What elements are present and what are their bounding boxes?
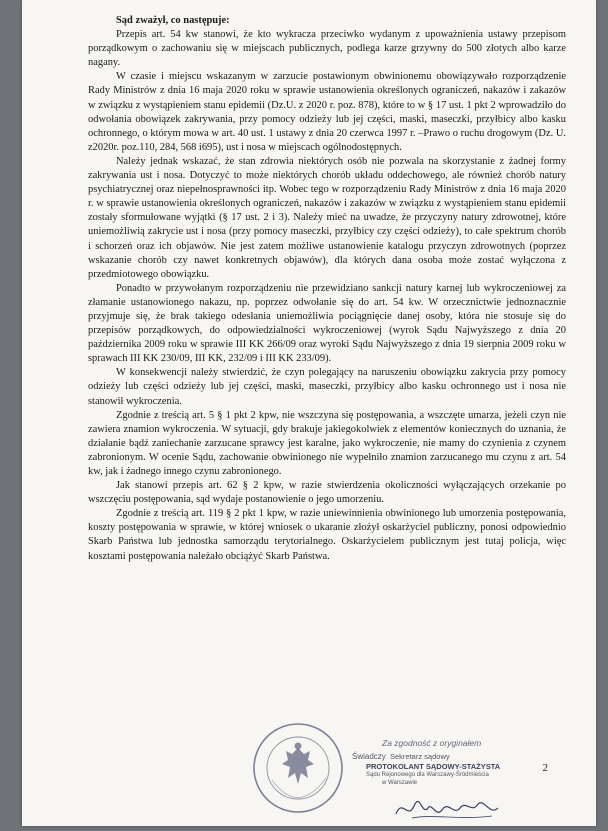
stamp-conformity-text: Za zgodność z oryginałem xyxy=(382,738,482,748)
document-body xyxy=(88,14,566,564)
paragraph-7: Jak stanowi przepis art. 62 § 2 kpw, w razie stwierdzenia okoliczności wyłączających orzekanie po wszczęciu postępowania, sąd wydaje postanowienie o jego umorzeniu. xyxy=(88,480,566,506)
paragraph-2: W czasie i miejscu wskazanym w zarzucie postawionym obwinionemu obowiązywało rozporządzenie Rady Ministrów z dnia 16 maja 2020 roku w sprawie ustanowienia określonych ograniczeń, nakazów i zakazów w związku z wystąpieniem stanu epidemii (Dz.U. z 2020 r. poz. 878), które to w § 17 ust. 1 pkt 2 wprowadziło do odwołania obowiązek zakrywania, przy pomocy odzieży lub jej części, maski, maseczki, przyłbicy albo kasku ochronnego, o którym mowa w art. 40 ust. 1 ustawy z dnia 20 czerwca 1997 r. –Prawo o ruchu drogowym (Dz. U. z2020r. poz.110, 284, 568 i695), ust i nosa w miejscach ogólnodostępnych. xyxy=(88,71,566,153)
paragraph-3: Należy jednak wskazać, że stan zdrowia niektórych osób nie pozwala na skorzystanie z żadnej formy zakrywania ust i nosa. Dotyczyć to może niektórych chorób układu oddechowego, ale również chorób natury psychiatrycznej oraz niepełnosprawności itp. Wobec tego w rozporządzeniu Rady Ministrów z dnia 16 maja 2020 r. w sprawie ustanowienia określonych ograniczeń, nakazów i zakazów w związku z wystąpieniem stanu epidemii zostały sformułowane wyjątki (§ 17 ust. 2 i 3). Należy mieć na uwadze, że przyczyny natury zdrowotnej, które uniemożliwią zakrycie ust i nosa (przy pomocy maseczki, przyłbicy czy części odzieży), to całe spektrum chorób i schorzeń oraz ich objawów. Nie jest zatem możliwe ustanowienie katalogu przyczyn zdrowotnych (poprzez wskazanie chorób czy nawet konkretnych objawów), dla których dana osoba może zostać wyłączona z przedmiotowego obowiązku. xyxy=(88,155,566,280)
stamp-role-line1: Sekretarz sądowy xyxy=(390,752,450,761)
paragraph-4: Ponadto w przywołanym rozporządzeniu nie przewidziano sankcji natury karnej lub wykroczeniowej za złamanie ustanowionego nakazu, np. poprzez odwołanie się do art. 54 kw. W orzecznictwie jednoznacznie przyjmuje się, że brak takiego odesłania uniemożliwia pociągnięcie danej osoby, która nie stosuje się do przepisów porządkowych, do odpowiedzialności wykroczeniowej (wyrok Sądu Najwyższego z dnia 20 października 2009 roku w sprawie III KK 266/09 oraz wyroki Sądu Najwyższego z dnia 19 sierpnia 2009 roku w sprawach III KK 230/09, III KK, 232/09 i III KK 233/09). xyxy=(88,282,566,365)
stamp-witness-text: Świadczy xyxy=(352,752,386,761)
paragraph-6: Zgodnie z treścią art. 5 § 1 pkt 2 kpw, nie wszczyna się postępowania, a wszczęte umarza, jeżeli czyn nie zawiera znamion wykroczenia. W sytuacji, gdy brakuje jakiegokolwiek z elementów koniecznych do uznania, że działanie bądź zaniechanie zarzucane sprawcy jest karalne, jako wykroczenie, nie mamy do czynienia z czynem zabronionym. W ocenie Sądu, zachowanie obwinionego nie wypełniło znamion zarzucanego mu czynu z art. 54 kw, jak i żadnego innego czynu zabronionego. xyxy=(88,409,566,477)
paragraph-5: W konsekwencji należy stwierdzić, że czyn polegający na naruszeniu obowiązku zakrycia przy pomocy odzieży lub części odzieży lub jej części, maski, maseczki, przyłbicy albo kasku ochronnego ust i nosa nie stanowił wykroczenia. xyxy=(88,367,566,407)
stamp-court-line2: w Warszawie xyxy=(382,780,418,786)
paragraph-8: Zgodnie z treścią art. 119 § 2 pkt 1 kpw, w razie uniewinnienia obwinionego lub umorzenia postępowania, koszty postępowania w sprawie, w której wniosek o ukaranie złożył oskarżyciel publiczny, ponosi odpowiednio Skarb Państwa lub jednostka samorządu terytorialnego. Oskarżycielem publicznym jest tutaj policja, więc kosztami postępowania należało obciążyć Skarb Państwa. xyxy=(88,508,566,562)
section-heading: Sąd zważył, co następuje: xyxy=(116,15,230,26)
certification-stamp xyxy=(352,738,522,824)
stamp-court-line1: Sądu Rejonowego dla Warszawy-Śródmieścia xyxy=(366,772,489,778)
document-page xyxy=(22,0,596,826)
signature-icon xyxy=(392,794,502,822)
court-seal-icon xyxy=(242,718,354,818)
paragraph-1: Przepis art. 54 kw stanowi, że kto wykracza przeciwko wydanym z upoważnienia ustawy przepisom porządkowym o zachowaniu się w miejscach publicznych, podlega karze grzywny do 500 złotych albo karze nagany. xyxy=(88,29,566,69)
stamp-role-line2: PROTOKOLANT SĄDOWY-STAŻYSTA xyxy=(366,762,501,771)
page-number: 2 xyxy=(542,762,548,774)
